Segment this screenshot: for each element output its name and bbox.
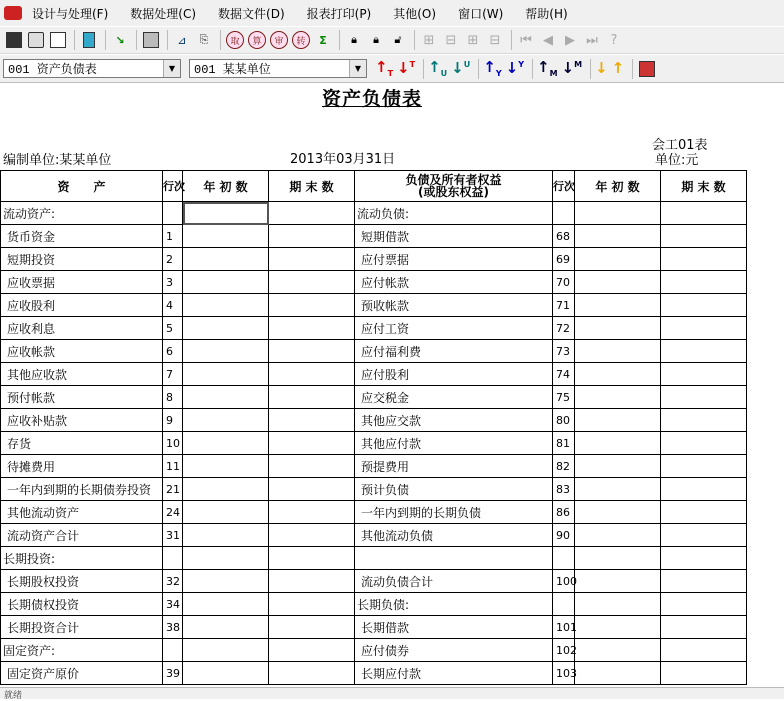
toolbar-divider [105,30,106,50]
insert-col-icon[interactable]: ⊞ [467,32,479,48]
asset-line-cell: 7 [163,363,183,386]
table-row [1,248,747,271]
liability-begin-cell[interactable] [575,662,661,685]
liability-end-cell[interactable] [661,294,747,317]
asset-end-cell[interactable] [269,547,355,570]
asset-line-cell: 11 [163,455,183,478]
liability-begin-cell[interactable] [575,271,661,294]
liability-line-cell: 71 [553,294,575,317]
liability-end-cell[interactable] [661,432,747,455]
liability-end-cell[interactable] [661,593,747,616]
toolbar-divider [478,59,479,79]
liability-end-cell[interactable] [661,639,747,662]
liability-end-cell[interactable] [661,524,747,547]
asset-begin-cell[interactable] [183,340,269,363]
table-row [1,317,747,340]
liability-begin-cell[interactable] [575,593,661,616]
printer-setup-icon[interactable] [141,30,161,50]
asset-begin-cell[interactable] [183,593,269,616]
liability-name-cell: 应付福利费 [355,340,553,363]
menu-data-process[interactable]: 数据处理(C) [130,6,197,21]
liability-line-cell [553,547,575,570]
liability-begin-cell[interactable] [575,570,661,593]
asset-end-cell[interactable] [269,340,355,363]
liability-name-cell: 应付债券 [355,639,553,662]
asset-begin-cell[interactable] [183,317,269,340]
col-line: 行次 [553,171,575,202]
asset-begin-cell[interactable] [183,455,269,478]
table-header-row [1,171,747,202]
liability-begin-cell[interactable] [575,294,661,317]
liability-name-cell: 一年内到期的长期负债 [355,501,553,524]
table-row [1,616,747,639]
arrow-up-icon[interactable]: $↑_T$ [375,57,394,78]
liability-name-cell: 预收帐款 [355,294,553,317]
liability-name-cell: 应付工资 [355,317,553,340]
table-row [1,662,747,685]
asset-name-cell: 货币资金 [1,225,163,248]
asset-line-cell: 3 [163,271,183,294]
liability-begin-cell[interactable] [575,432,661,455]
print-preview-icon[interactable] [48,30,68,50]
col-line: 行次 [163,171,183,202]
form-code: 会工01表 [652,138,708,153]
arrow-down-icon[interactable]: ↓$^Y$ [505,59,524,77]
menu-design[interactable]: 设计与处理(F) [32,6,109,21]
table-row [1,294,747,317]
col-end: 期 末 数 [269,171,355,202]
liability-begin-cell[interactable] [575,478,661,501]
liability-end-cell[interactable] [661,478,747,501]
format-icon[interactable]: ⎘ [199,33,209,46]
liability-end-cell[interactable] [661,225,747,248]
menu-bar [0,0,784,26]
liability-end-cell[interactable] [661,317,747,340]
liability-name-cell: 流动负债: [355,202,553,225]
asset-end-cell[interactable] [269,616,355,639]
liability-end-cell[interactable] [661,202,747,225]
currency-unit: 单位:元 [655,153,699,168]
app-logo-icon [4,6,22,20]
arrow-up-icon[interactable]: $↑_U$ [428,57,448,78]
asset-name-cell: 流动资产: [1,202,163,225]
liability-line-cell: 69 [553,248,575,271]
liability-name-cell [355,547,553,570]
toolbar-divider [632,59,633,79]
arrow-down-icon[interactable]: ↓$^U$ [451,59,471,77]
asset-line-cell: 31 [163,524,183,547]
asset-begin-cell[interactable] [183,271,269,294]
liability-line-cell: 100 [553,570,575,593]
reporting-unit: 编制单位:某某单位 [3,153,112,168]
chart-icon[interactable]: ⊿ [177,33,187,47]
asset-begin-cell[interactable] [183,409,269,432]
liability-begin-cell[interactable] [575,547,661,570]
asset-name-cell: 固定资产原价 [1,662,163,685]
liability-end-cell[interactable] [661,248,747,271]
liability-name-cell: 长期应付款 [355,662,553,685]
next-record-icon[interactable]: ▶ [565,32,575,48]
asset-line-cell [163,547,183,570]
asset-end-cell[interactable] [269,662,355,685]
asset-name-cell: 预付帐款 [1,386,163,409]
asset-begin-cell[interactable] [183,386,269,409]
asset-begin-cell[interactable] [183,432,269,455]
toolbar-divider [74,30,75,50]
asset-begin-cell[interactable] [183,639,269,662]
liability-end-cell[interactable] [661,662,747,685]
asset-name-cell: 应收利息 [1,317,163,340]
calendar-icon[interactable] [637,59,657,79]
asset-line-cell: 34 [163,593,183,616]
asset-end-cell[interactable] [269,432,355,455]
table-row [1,478,747,501]
toolbar-divider [167,30,168,50]
unlock-icon[interactable]: 🔓︎ [394,33,402,46]
asset-name-cell: 长期股权投资 [1,570,163,593]
asset-begin-cell[interactable] [183,363,269,386]
asset-name-cell: 长期投资: [1,547,163,570]
col-end: 期 末 数 [661,171,747,202]
table-row [1,639,747,662]
liability-line-cell: 73 [553,340,575,363]
col-asset: 资 产 [1,171,163,202]
asset-end-cell[interactable] [269,639,355,662]
table-row [1,340,747,363]
liability-line-cell: 90 [553,524,575,547]
liability-name-cell: 短期借款 [355,225,553,248]
col-begin: 年 初 数 [183,171,269,202]
chevron-down-icon[interactable]: ▼ [163,60,180,77]
asset-end-cell[interactable] [269,501,355,524]
asset-begin-cell[interactable] [183,478,269,501]
table-row [1,271,747,294]
asset-name-cell: 应收帐款 [1,340,163,363]
selector-toolbar [0,55,784,83]
liability-begin-cell[interactable] [575,363,661,386]
liability-end-cell[interactable] [661,501,747,524]
toolbar-divider [414,30,415,50]
asset-begin-cell[interactable] [183,202,269,225]
table-row [1,202,747,225]
liability-line-cell: 83 [553,478,575,501]
asset-begin-cell[interactable] [183,501,269,524]
asset-end-cell[interactable] [269,524,355,547]
col-begin: 年 初 数 [575,171,661,202]
liability-line-cell: 74 [553,363,575,386]
arrow-up-icon[interactable]: ↑ [611,59,625,77]
asset-name-cell: 待摊费用 [1,455,163,478]
liability-end-cell[interactable] [661,340,747,363]
liability-begin-cell[interactable] [575,340,661,363]
arrow-down-icon[interactable]: ↓$^T$ [397,59,416,77]
liability-begin-cell[interactable] [575,248,661,271]
table-row [1,455,747,478]
liability-end-cell[interactable] [661,616,747,639]
asset-end-cell[interactable] [269,570,355,593]
delete-row-icon[interactable]: ⊟ [445,32,457,48]
asset-line-cell: 21 [163,478,183,501]
report-sheet [0,84,784,687]
menu-report-print[interactable]: 报表打印(P) [306,6,372,21]
import-data-icon[interactable]: ↘ [115,33,125,47]
asset-line-cell: 39 [163,662,183,685]
asset-end-cell[interactable] [269,202,355,225]
prev-record-icon[interactable]: ◀ [543,32,553,48]
asset-name-cell: 应收票据 [1,271,163,294]
table-row [1,547,747,570]
asset-line-cell: 38 [163,616,183,639]
liability-name-cell: 预提费用 [355,455,553,478]
liability-begin-cell[interactable] [575,455,661,478]
liability-name-cell: 其他应交款 [355,409,553,432]
liability-line-cell: 101 [553,616,575,639]
toolbar-divider [590,59,591,79]
calculator-icon[interactable] [79,30,99,50]
transfer-button[interactable]: 转 [291,30,311,50]
asset-end-cell[interactable] [269,271,355,294]
asset-begin-cell[interactable] [183,294,269,317]
asset-name-cell: 长期投资合计 [1,616,163,639]
liability-begin-cell[interactable] [575,202,661,225]
liability-line-cell: 80 [553,409,575,432]
liability-begin-cell[interactable] [575,639,661,662]
insert-row-icon[interactable]: ⊞ [423,32,435,48]
toolbar-divider [339,30,340,50]
liability-line-cell: 75 [553,386,575,409]
asset-end-cell[interactable] [269,386,355,409]
liability-line-cell: 70 [553,271,575,294]
menu-window[interactable]: 窗口(W) [458,6,504,21]
fetch-button[interactable]: 取 [225,30,245,50]
asset-begin-cell[interactable] [183,248,269,271]
asset-line-cell: 4 [163,294,183,317]
asset-name-cell: 应收股利 [1,294,163,317]
calculate-button[interactable]: 算 [247,30,267,50]
table-row [1,386,747,409]
table-row [1,501,747,524]
asset-end-cell[interactable] [269,455,355,478]
asset-name-cell: 其他流动资产 [1,501,163,524]
liability-begin-cell[interactable] [575,524,661,547]
asset-line-cell: 8 [163,386,183,409]
table-row [1,409,747,432]
liability-name-cell: 应付帐款 [355,271,553,294]
arrow-down-icon[interactable]: ↓$^M$ [561,59,583,77]
liability-line-cell: 86 [553,501,575,524]
asset-begin-cell[interactable] [183,616,269,639]
col-liability: 负债及所有者权益 (或股东权益) [355,171,553,202]
report-title: 资产负债表 [322,88,423,110]
toolbar-divider [136,30,137,50]
asset-name-cell: 短期投资 [1,248,163,271]
asset-begin-cell[interactable] [183,570,269,593]
toolbar-divider [532,59,533,79]
asset-end-cell[interactable] [269,225,355,248]
asset-name-cell: 固定资产: [1,639,163,662]
print-icon[interactable] [26,30,46,50]
asset-end-cell[interactable] [269,478,355,501]
asset-name-cell: 一年内到期的长期债券投资 [1,478,163,501]
asset-begin-cell[interactable] [183,662,269,685]
table-row [1,524,747,547]
liability-end-cell[interactable] [661,271,747,294]
asset-line-cell: 24 [163,501,183,524]
table-row [1,432,747,455]
liability-end-cell[interactable] [661,386,747,409]
menu-data-file[interactable]: 数据文件(D) [218,6,285,21]
liability-line-cell: 82 [553,455,575,478]
liability-line-cell [553,202,575,225]
asset-end-cell[interactable] [269,294,355,317]
table-row [1,363,747,386]
asset-end-cell[interactable] [269,317,355,340]
last-record-icon[interactable]: ⏭ [586,32,598,48]
liability-end-cell[interactable] [661,409,747,432]
table-row [1,593,747,616]
liability-name-cell: 预计负债 [355,478,553,501]
save-icon[interactable] [4,30,24,50]
liability-line-cell: 103 [553,662,575,685]
asset-begin-cell[interactable] [183,524,269,547]
asset-end-cell[interactable] [269,593,355,616]
liability-begin-cell[interactable] [575,225,661,248]
liability-begin-cell[interactable] [575,501,661,524]
help-icon[interactable]: ? [610,32,618,48]
lock-icon[interactable]: 🔒︎ [351,33,357,46]
liability-line-cell: 68 [553,225,575,248]
asset-name-cell: 流动资产合计 [1,524,163,547]
liability-name-cell: 长期借款 [355,616,553,639]
unit-select[interactable]: 001 某某单位 ▼ [189,59,367,78]
asset-line-cell: 1 [163,225,183,248]
liability-end-cell[interactable] [661,455,747,478]
first-record-icon[interactable]: ⏮ [520,32,532,48]
liability-name-cell: 应交税金 [355,386,553,409]
asset-name-cell: 存货 [1,432,163,455]
liability-line-cell: 72 [553,317,575,340]
asset-line-cell: 10 [163,432,183,455]
arrow-down-icon[interactable]: ↓ [595,59,608,77]
liability-name-cell: 流动负债合计 [355,570,553,593]
report-select[interactable]: 001 资产负债表 ▼ [3,59,181,78]
asset-begin-cell[interactable] [183,547,269,570]
asset-begin-cell[interactable] [183,225,269,248]
asset-line-cell: 9 [163,409,183,432]
liability-end-cell[interactable] [661,547,747,570]
menu-other[interactable]: 其他(O) [393,6,437,21]
table-row [1,225,747,248]
asset-line-cell: 5 [163,317,183,340]
chevron-down-icon[interactable]: ▼ [349,60,366,77]
liability-name-cell: 长期负债: [355,593,553,616]
toolbar-divider [423,59,424,79]
liability-end-cell[interactable] [661,363,747,386]
asset-line-cell [163,639,183,662]
liability-line-cell: 81 [553,432,575,455]
liability-name-cell: 应付股利 [355,363,553,386]
asset-end-cell[interactable] [269,363,355,386]
liability-name-cell: 应付票据 [355,248,553,271]
liability-name-cell: 其他流动负债 [355,524,553,547]
balance-sheet-table [0,170,747,685]
liability-begin-cell[interactable] [575,386,661,409]
liability-line-cell [553,593,575,616]
asset-line-cell: 32 [163,570,183,593]
arrow-up-icon[interactable]: $↑_Y$ [483,57,502,78]
asset-name-cell: 其他应收款 [1,363,163,386]
table-row [1,570,747,593]
main-toolbar [0,26,784,54]
asset-name-cell: 应收补贴款 [1,409,163,432]
liability-begin-cell[interactable] [575,616,661,639]
menu-help[interactable]: 帮助(H) [525,6,568,21]
asset-line-cell: 2 [163,248,183,271]
asset-line-cell: 6 [163,340,183,363]
arrow-up-icon[interactable]: $↑_M$ [537,57,558,78]
asset-name-cell: 长期债权投资 [1,593,163,616]
asset-line-cell [163,202,183,225]
liability-begin-cell[interactable] [575,409,661,432]
lock-all-icon[interactable]: 🔒︎ [373,33,379,46]
liability-end-cell[interactable] [661,570,747,593]
status-bar: 就绪 [0,687,784,699]
liability-begin-cell[interactable] [575,317,661,340]
audit-button[interactable]: 审 [269,30,289,50]
report-date: 2013年03月31日 [290,152,396,167]
asset-end-cell[interactable] [269,248,355,271]
asset-end-cell[interactable] [269,409,355,432]
delete-col-icon[interactable]: ⊟ [489,32,501,48]
liability-name-cell: 其他应付款 [355,432,553,455]
toolbar-divider [220,30,221,50]
liability-line-cell: 102 [553,639,575,662]
sum-button[interactable]: Σ [319,33,327,47]
toolbar-divider [511,30,512,50]
